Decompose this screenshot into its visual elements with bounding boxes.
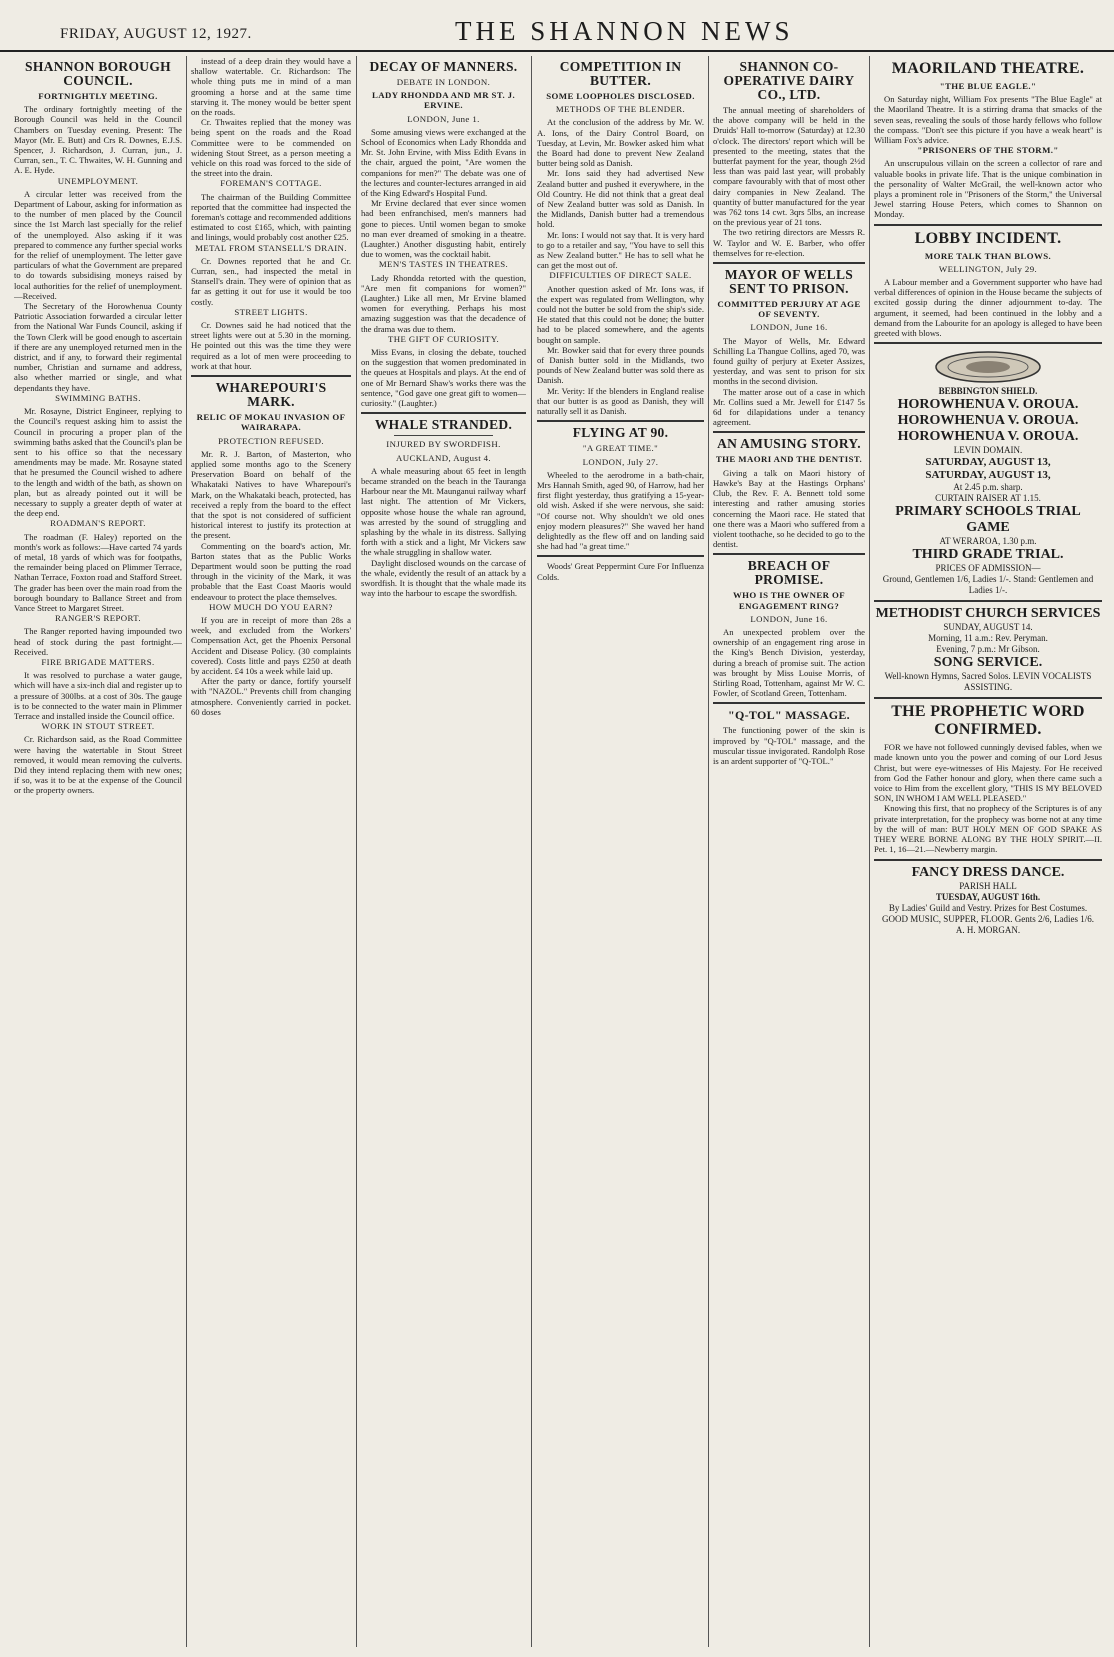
advert-fancy-dress-dance	[874, 865, 1102, 936]
dateline: AUCKLAND, August 4.	[395, 452, 492, 463]
article-paragraph: A whale measuring about 65 feet in length became stranded on the beach in the Tauranga Harbour near the Mt. Maunganui railway wharf last night. The attention of Mr Vickers, opposite whose house the whale ran aground, was arrested by the sound of struggling and splashing by the whale in its distress. Sallying forth with a stick and a light, Mr Vickers saw the whale struggling in shallow water.	[361, 465, 526, 558]
article-paragraph: Lady Rhondda retorted with the question, "Are men fit companions for women?" (Laughter.) Like all men, Mr Ervine blamed women for everything. Perhaps his most amazing suggestion was that the decadence of the drama was due to them.	[361, 272, 526, 334]
column-divider	[708, 56, 709, 1647]
subhead: FORTNIGHTLY MEETING.	[38, 91, 158, 101]
article-paragraph: The Mayor of Wells, Mr. Edward Schilling La Thangue Collins, aged 70, was found guilty of perjury at Exeter Assizes, yesterday, and was sent to prison for six months in the second division.	[713, 335, 865, 387]
headline-amusing-story: AN AMUSING STORY.	[717, 436, 861, 452]
subhead: WHO IS THE OWNER OF ENGAGEMENT RING?	[732, 590, 846, 611]
headline-maoriland-theatre: MAORILAND THEATRE.	[891, 60, 1085, 77]
advert-line: CURTAIN RAISER AT 1.15.	[935, 493, 1041, 504]
headline-qtol-massage: "Q-TOL" MASSAGE.	[728, 708, 850, 723]
headline-wharepouri: WHAREPOURI'S MARK.	[215, 380, 327, 410]
article-paragraph: A Labour member and a Government supporter who have had verbal differences of opinion in the House became the subjects of excited gossip during the dinner adjournment to-day. The argument, it seemed, had been continued in the lobby and a demand from the Labourite for an apology is alleged to have been greeted with blows.	[874, 277, 1102, 339]
article-paragraph: Cr. Downes said he had noticed that the street lights were out at 5.30 in the morning. He pointed out this was the time they were required as a lot of men were proceeding to work at that hour.	[191, 320, 351, 371]
article-paragraph: Cr. Thwaites replied that the money was being spent on the roads and the Road Committee were to be commended on widening Stout Street, as a person meeting a vehicle on this road was forced to the side of the street into the drain.	[191, 117, 351, 179]
advert-title: BEBBINGTON SHIELD.	[938, 386, 1038, 397]
column-5	[713, 56, 865, 1647]
article-divider	[874, 600, 1102, 602]
section-heading: METAL FROM STANSELL'S DRAIN.	[195, 242, 347, 253]
headline-prophetic-word: THE PROPHETIC WORD CONFIRMED.	[891, 703, 1085, 739]
article-paragraph: Mr. Rosayne, District Engineer, replying to the Council's request asking him to assist the Council in procuring a proper plan of the swimming baths asked that the Council's plan be sent to his office so that the necessary amendments may be made. Mr. Rosayne stated that he presumed the Council wished to adhere to the length and width of the bath, as shown on plan, but as already pointed out it will be necessary to supply a greater depth of water at the deep end.	[14, 406, 182, 519]
article-paragraph: The chairman of the Building Committee reported that the committee had inspected the foreman's cottage and recommended additions estimated to cost £165, which, with painting and linings, would probably cost another £25.	[191, 191, 351, 243]
subhead: COMMITTED PERJURY AT AGE OF SEVENTY.	[717, 299, 861, 320]
headline-lobby-incident: LOBBY INCIDENT.	[914, 229, 1062, 247]
article-paragraph: Mr. Verity: If the blenders in England realise that our butter is as good as Danish, they will naturally sell it as Danish.	[537, 385, 704, 417]
advert-line: SONG SERVICE.	[933, 655, 1043, 671]
column-4	[537, 56, 704, 1647]
dateline: LONDON, July 27.	[582, 456, 659, 467]
section-heading: "PRISONERS OF THE STORM."	[917, 145, 1059, 156]
column-1	[14, 56, 182, 1647]
advert-line: Morning, 11 a.m.: Rev. Peryman.	[928, 633, 1048, 644]
article-paragraph: The Secretary of the Horowhenua County Patriotic Association forwarded a circular letter from the National War Funds Council, asking if the Town Clerk will be good enough to ascertain if there are any unemployed returned men in the district, and if any, to forward their regimental number, Christian and surname and address, also whether married or single, and what dependants they have.	[14, 301, 182, 393]
article-paragraph: A circular letter was received from the Department of Labour, asking for information as to the number of men placed by the Council since the 1st March last specially for the relief of the unemployed. Also asking if it was prepared to commence any further special works for the relief of unemployment. The letter gave particulars of what the Government are prepared to do towards subsidising moneys raised by local authorities for the relief of unemployment.—Received.	[14, 188, 182, 301]
column-divider	[186, 56, 187, 1647]
advert-line: AT WERAROA, 1.30 p.m.	[939, 536, 1037, 547]
article-divider	[713, 262, 865, 264]
subhead: SOME LOOPHOLES DISCLOSED.	[546, 91, 695, 101]
advert-line: By Ladies' Guild and Vestry. Prizes for Best Costumes.	[888, 902, 1088, 913]
article-paragraph: Giving a talk on Maori history of Hawke's Bay at the Hastings Orphans' Club, the Rev. F. A. Bennett told some interesting and rather amusing stories concerning the Maori race. He stated that one there was a Maori who suffered from a violent toothache, so he decided to go to the dentist.	[713, 467, 865, 550]
article-paragraph: At the conclusion of the address by Mr. W. A. Ions, of the Dairy Control Board, on Tuesday, at Levin, Mr. Bowker asked him what the Board had done to prevent New Zealand butter being sold as Danish.	[537, 117, 704, 169]
subhead: PROTECTION REFUSED.	[218, 435, 324, 446]
article-paragraph: instead of a deep drain they would have a shallow watertable. Cr. Richardson: The whole thing puts me in mind of a man grooming a horse and at the same time starving it. The money would be better spent on the roads.	[191, 56, 351, 118]
advert-date: SATURDAY, AUGUST 13,	[925, 456, 1051, 469]
article-paragraph: Another question asked of Mr. Ions was, if the expert was regulated from Wellington, why could not the butter be sold from the ship's side. He stated that this could not be done; the butter had to be placed somewhere, and the agents bought on sample.	[537, 283, 704, 345]
dateline: LONDON, June 1.	[407, 113, 480, 124]
section-heading: MEN'S TASTES IN THEATRES.	[378, 259, 509, 270]
article-paragraph: Knowing this first, that no prophecy of the Scriptures is of any private interpretation, for the prophecy was borne not at any time by the will of man: BUT HOLY MEN OF GOD SPAKE AS THEY WERE BORNE ALONG BY THE HOLY SPIRIT.—II. Pet. 1, 16—21.—Newberry margin.	[874, 803, 1102, 855]
article-paragraph: An unscrupulous villain on the screen a collector of rare and valuable books in private life. That is the unique combination in the personality of Walter McGrail, the well-known actor who plays a prominent role in "Prisoners of the Storm," the Universal Jewel starring House Peters, which comes to Shannon on Monday.	[874, 158, 1102, 220]
article-paragraph: The matter arose out of a case in which Mr. Collins sued a Mr. Jewell for £147 5s 6d for dilapidations under a tenancy agreement.	[713, 386, 865, 428]
advert-line: A. H. MORGAN.	[955, 924, 1021, 935]
advert-venue: LEVIN DOMAIN.	[953, 445, 1023, 456]
section-heading: WORK IN STOUT STREET.	[41, 721, 155, 732]
subhead: THE MAORI AND THE DENTIST.	[715, 454, 863, 465]
column-divider	[869, 56, 870, 1647]
article-paragraph: Some amusing views were exchanged at the School of Economics when Lady Rhondda and Mr. St. John Ervine, with Miss Edith Evans in the chair, argued the point, "Are women the companions for men?" The debate was one of the lectures and counter-lectures arranged in aid of the King Edward's Hospital Fund.	[361, 126, 526, 199]
masthead	[0, 0, 1114, 50]
article-paragraph: The annual meeting of shareholders of the above company will be held in the Druids' Hall to-morrow (Saturday) at 12.30 o'clock. The directors' report which will be presented to the meeting, states that the butterfat payment for the year, though 2½d less than was paid last year, will probably compare favourably with that of most other dairy companies in New Zealand. The quantity of butter manufactured for the year was 762 tons 14 cwt. 3qrs 5lbs, an increase on the previous year of 21 tons.	[713, 105, 865, 228]
article-paragraph: Mr. Ions: I would not say that. It is very hard to go to a retailer and say, "You have to sell this as New Zealand butter." He has to sell what he can get the most out of.	[537, 229, 704, 271]
subhead: RELIC OF MOKAU INVASION OF WAIRARAPA.	[196, 412, 346, 433]
article-paragraph: The Ranger reported having impounded two head of stock during the past fortnight.—Received.	[14, 626, 182, 657]
article-paragraph: Wheeled to the aerodrome in a bath-chair, Mrs Hannah Smith, aged 90, of Harrow, had her first flight yesterday, thus gratifying a 15-year-old wish. Asked if she were nervous, she said: "Of course not. Why shouldn't we old ones enjoy modern pleasures?" She waved her hand delightedly as the flew off and on landing said she had had "a great time."	[537, 469, 704, 552]
article-paragraph: The roadman (F. Haley) reported on the month's work as follows:—Have carted 74 yards of metal, 18 yards of which was for footpaths, the remainder being placed on Plimmer Terrace, Nathan Terrace, Foxton road and Stafford Street. The grader has been over the main road from the borough boundary to Ballance Street and from Vance Street to Margaret Street.	[14, 531, 182, 613]
section-heading: STREET LIGHTS.	[234, 306, 308, 317]
headline-mayor-of-wells: MAYOR OF WELLS SENT TO PRISON.	[724, 267, 854, 297]
advert-line: PARISH HALL	[959, 880, 1017, 891]
article-divider	[874, 697, 1102, 699]
headline-decay-of-manners: DECAY OF MANNERS.	[369, 59, 518, 74]
advert-line: Ground, Gentlemen 1/6, Ladies 1/-. Stand: Gentlemen and Ladies 1/-.	[882, 574, 1094, 596]
subhead: METHODS OF THE BLENDER.	[555, 104, 686, 115]
subhead: LADY RHONDDA AND MR ST. J. ERVINE.	[371, 90, 516, 111]
headline-whale-stranded: WHALE STRANDED.	[374, 417, 513, 433]
headline-flying-at-90: FLYING AT 90.	[572, 425, 669, 441]
advert-line: Evening, 7 p.m.: Mr Gibson.	[936, 644, 1040, 655]
subhead: MORE TALK THAN BLOWS.	[924, 250, 1052, 261]
masthead-rule	[0, 50, 1114, 52]
headline-borough-council: SHANNON BOROUGH COUNCIL.	[25, 59, 171, 88]
article-paragraph: After the party or dance, fortify yourself with "NAZOL." Prevents chill from changing atmosphere. Conveniently carried in pocket. 60 doses	[191, 676, 351, 717]
section-heading: SWIMMING BATHS.	[55, 392, 141, 403]
article-paragraph: Mr. Bowker said that for every three pounds of Danish butter sold in the Midlands, two pounds of New Zealand butter was sold there as Danish.	[537, 344, 704, 386]
advert-line: THIRD GRADE TRIAL.	[912, 547, 1064, 563]
advert-match: HOROWHENUA V. OROUA.	[897, 397, 1079, 413]
advert-time: At 2.45 p.m. sharp.	[953, 482, 1023, 493]
article-paragraph: If you are in receipt of more than 28s a week, and excluded from the Workers' Compensation Act, get the Phoenix Personal Accident and Disease Policy. (30 complaints covered). Costs little and pays £250 at death by accident. £4 10s a week while laid up.	[191, 614, 351, 676]
headline-competition-butter: COMPETITION IN BUTTER.	[559, 59, 682, 88]
article-divider	[713, 702, 865, 704]
subhead: "THE BLUE EAGLE."	[939, 81, 1037, 91]
section-heading: UNEMPLOYMENT.	[57, 175, 139, 186]
headline-dairy-co: SHANNON CO-OPERATIVE DAIRY CO., LTD.	[723, 59, 855, 102]
advert-match: HOROWHENUA V. OROUA.	[897, 429, 1079, 445]
rugby-shield-icon	[933, 350, 1043, 384]
subhead: INJURED BY SWORDFISH.	[386, 439, 501, 450]
column-6	[874, 56, 1102, 1647]
dateline: LONDON, June 16.	[750, 613, 828, 624]
rule	[394, 435, 493, 436]
advert-line: PRICES OF ADMISSION—	[935, 563, 1041, 574]
section-heading: THE GIFT OF CURIOSITY.	[387, 333, 500, 344]
article-paragraph: Cr. Richardson said, as the Road Committee were having the watertable in Stout Street removed, it would mean removing the culverts. Did they intend replacing them with new ones; if so, was it to be at the expense of the Council or the property owners.	[14, 734, 182, 796]
article-paragraph: An unexpected problem over the ownership of an engagement ring arose in the King's Bench Division, yesterday, during a breach of promise suit. The action was brought by Miss Louise Morris, of Stirling Road, Tottenham, against Mr W. C. Fowler, of Scotland Green, Tottenham.	[713, 626, 865, 699]
column-divider	[531, 56, 532, 1647]
dateline: WELLINGTON, July 29.	[938, 263, 1038, 274]
section-heading: RANGER'S REPORT.	[55, 613, 141, 624]
advert-line: PRIMARY SCHOOLS TRIAL GAME	[895, 504, 1081, 536]
article-divider	[874, 859, 1102, 861]
advert-methodist-church	[874, 606, 1102, 693]
article-paragraph: On Saturday night, William Fox presents "The Blue Eagle" at the Maoriland Theatre. It is a stirring drama that smacks of the seven seas, revealing the souls of those hardy fellows who follow the compass. "Don't see this picture if you have a weak heart" is William Fox's advice.	[874, 94, 1102, 146]
subhead: DEBATE IN LONDON.	[396, 77, 491, 87]
advert-match: HOROWHENUA V. OROUA.	[897, 413, 1079, 429]
article-paragraph: The functioning power of the skin is improved by "Q-TOL" massage, and the muscular tissue invigorated. Randolph Rose is an ardent supporter of "Q-TOL."	[713, 725, 865, 766]
advert-date: SATURDAY, AUGUST 13,	[925, 469, 1051, 482]
column-2	[191, 56, 351, 1647]
advert-line: SUNDAY, AUGUST 14.	[943, 622, 1033, 633]
section-heading: ROADMAN'S REPORT.	[50, 518, 146, 529]
article-paragraph: Cr. Downes reported that he and Cr. Curran, sen., had inspected the metal in Stansell's drain. They were of opinion that as far as getting it out for use it would be too costly.	[191, 255, 351, 307]
section-heading: FIRE BRIGADE MATTERS.	[41, 656, 155, 667]
article-divider	[874, 224, 1102, 226]
section-heading: FOREMAN'S COTTAGE.	[220, 178, 322, 189]
advert-title: METHODIST CHURCH SERVICES	[875, 606, 1101, 622]
article-paragraph: It was resolved to purchase a water gauge, which will have a six-inch dial and register up to a pressure of 300lbs. at a cost of 30s. The gauge is to be connected to the water main in Plimmer Terrace and installed inside the Council office.	[14, 670, 182, 721]
advert-title: FANCY DRESS DANCE.	[911, 864, 1065, 880]
dateline: LONDON, June 16.	[750, 322, 828, 333]
advert-woods-peppermint: Woods' Great Peppermint Cure For Influenza Colds.	[537, 561, 704, 582]
section-heading: HOW MUCH DO YOU EARN?	[209, 601, 333, 612]
column-divider	[356, 56, 357, 1647]
article-paragraph: Mr. Ions said they had advertised New Zealand butter and pushed it everywhere, in the Old Country. He did not think that a great deal of New Zealand butter was sold as Danish. In the Midlands, Danish butter had a tremendous hold.	[537, 168, 704, 230]
article-paragraph: FOR we have not followed cunningly devised fables, when we made known unto you the power and coming of our Lord Jesus Christ, but were eye-witnesses of His Majesty. For He received from God the Father honour and glory, when there came such a voice to Him from the excellent glory, "THIS IS MY BELOVED SON, IN WHOM I AM WELL PLEASED."	[874, 742, 1102, 804]
article-divider	[361, 412, 526, 414]
advert-line: GOOD MUSIC, SUPPER, FLOOR. Gents 2/6, Ladies 1/6.	[881, 913, 1094, 924]
newspaper-title: THE SHANNON NEWS	[455, 16, 794, 46]
article-paragraph: Daylight disclosed wounds on the carcase of the whale, evidently the result of an attack by a swordfish. It is thought that the whale made its way into the harbour to escape the swordfish.	[361, 557, 526, 599]
advert-line: TUESDAY, AUGUST 16th.	[935, 891, 1041, 902]
article-paragraph: The ordinary fortnightly meeting of the Borough Council was held in the Council Chambers on Tuesday evening. Present: The Mayor (Mr. E. Butt) and Crs R. Downes, E.J.S. Spencer, J. Richardson, J. Curran, jun., J. Curran, sen., T. C. Thwaites, W. H. Gunning and A. E. Hyde.	[14, 104, 182, 176]
article-divider	[713, 431, 865, 433]
headline-breach-of-promise: BREACH OF PROMISE.	[747, 558, 831, 588]
article-paragraph: The two retiring directors are Messrs R. W. Taylor and W. E. Barber, who offer themselves for re-election.	[713, 227, 865, 258]
column-3	[361, 56, 526, 1647]
article-divider	[537, 555, 704, 557]
article-paragraph: Miss Evans, in closing the debate, touched on the suggestion that women predominated in the queues at Hospitals and plays. At the end of one of Mr Bernard Shaw's works there was the sentence, "God gave one great gift to women—curiosity." (Laughter.)	[361, 347, 526, 409]
advert-bebbington-shield	[874, 386, 1102, 596]
article-paragraph: Mr. R. J. Barton, of Masterton, who applied some months ago to the Scenery Preservation Board on behalf of the Whakataki Natives to have Wharepouri's Mark, on the Whakataki beach, protected, has received a reply from the board to the effect that the spot is not considered of sufficient historical interest to justify its protection at the present.	[191, 448, 351, 541]
article-divider	[713, 553, 865, 555]
article-divider	[874, 342, 1102, 344]
article-divider	[537, 420, 704, 422]
article-paragraph: Commenting on the board's action, Mr. Barton states that as the Public Works Department would soon be putting the road through in the vicinity of the Mark, it was probable that the East Coast Maoris would endeavour to protect the place themselves.	[191, 540, 351, 602]
article-paragraph: Mr Ervine declared that ever since women had been enfranchised, men's manners had gone to pieces. Until women began to smoke no man ever dreamed of smoking in a theatre. (Laughter.) Another disgusting habit, entirely due to women, was the cocktail habit.	[361, 198, 526, 260]
article-divider	[191, 375, 351, 377]
section-heading: DIFFICULTIES OF DIRECT SALE.	[549, 270, 692, 281]
advert-line: Well-known Hymns, Sacred Solos. LEVIN VOCALISTS ASSISTING.	[884, 671, 1092, 693]
subhead: "A GREAT TIME."	[582, 443, 659, 454]
issue-date: FRIDAY, AUGUST 12, 1927.	[60, 26, 252, 42]
